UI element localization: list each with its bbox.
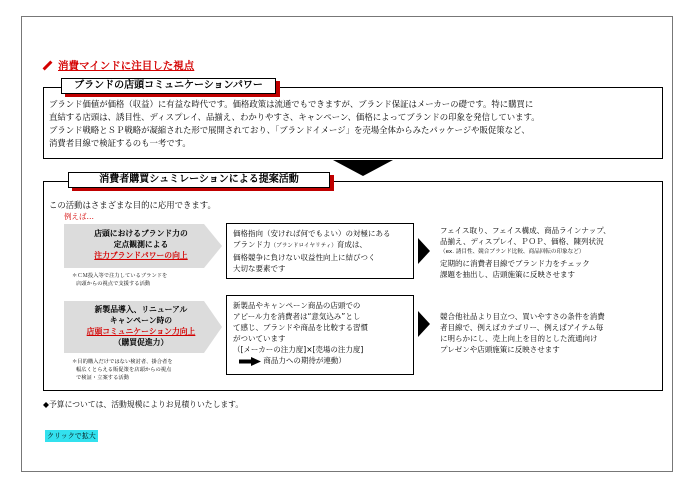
case1-description-text: 育成は、 — [336, 240, 367, 249]
case1-result-line: 課題を抽出し、店頭施策に反映させます — [440, 270, 575, 279]
right-arrow-icon — [239, 357, 261, 366]
case1-label-line: 定点観測による — [113, 240, 169, 249]
case1-description-line: 価格指向（安ければ何でもよい）の対極にある — [233, 229, 391, 238]
case1-description-line: 大切な要素です — [233, 264, 286, 273]
case2-description-line: て感じ、ブランドや商品を比較する習慣 — [233, 323, 368, 332]
case2-note-line: ＊目的購入だけではない検討者、掛合者を — [72, 359, 173, 365]
case1-note-line: 店頭からの視点で支援する活動 — [76, 281, 151, 287]
case1-result-line: 定期的に消費者目線でブランド力をチェック — [440, 259, 590, 268]
case1-label — [66, 228, 216, 261]
case1-result-small: （ex. 誘目性、競合ブランド比較、商品回転の印象など） — [440, 249, 585, 255]
case1-label-highlight: 注力ブランドパワーの向上 — [94, 251, 188, 260]
paragraph-line: ブランド価値が価格（収益）に有益な時代です。価格政策は流通でもできますが、ブランド保証はメーカーの礎です。特に購買に — [49, 99, 534, 109]
case2-result-line: 者目線で、例えばカテゴリー、例えばアイテム毎 — [440, 323, 604, 332]
section-heading — [42, 58, 194, 73]
case1-description-line: 価格競争に負けない収益性向上に結びつく — [233, 253, 376, 262]
case2-description-line: アピール力を消費者は“意気込み”とし — [233, 312, 361, 321]
case2-label-highlight: 店頭コミュニケーション力向上 — [86, 327, 196, 336]
case2-description-line: （[メーカーの注力度]×[売場の注力度] — [233, 345, 364, 354]
example-label: 例えば… — [64, 212, 94, 221]
enlarge-link[interactable]: クリックで拡大 — [47, 432, 96, 440]
slash-mark-icon — [43, 60, 53, 70]
case1-note-line: ＊ＣＭ投入等で注力しているブランドを — [72, 273, 168, 279]
case2-description-line — [233, 355, 407, 366]
heading-text: 消費マインドに注目した視点 — [58, 60, 195, 72]
paragraph-line: ブランド戦略とＳＰ戦略が凝縮された形で展開されており、「ブランドイメージ」を売場全体からみたパッケージや販促策など、 — [49, 125, 530, 135]
paragraph-line: 直結する店頭は、誘目性、ディスプレイ、品揃え、わかりやすさ、キャンペーン、価格によってブランドの印象を発信しています。 — [49, 112, 540, 122]
case2-result-line: プレゼンや店頭施策に反映させます — [440, 345, 560, 354]
case2-description-box — [226, 295, 414, 375]
case1-description-small: （ブランドロイヤリティ） — [270, 243, 337, 249]
case2-note — [72, 358, 173, 382]
case2-description-line: がついています — [233, 334, 286, 343]
case2-label-line: （購買促進力） — [113, 338, 169, 347]
case1-result-text — [440, 225, 660, 280]
paragraph-line: 消費者目線で検証するのも一考です。 — [49, 138, 191, 148]
case2-description-text: 商品力への期待が連動） — [263, 356, 346, 365]
simulation-intro: この活動はさまざまな目的に応用できます。 — [49, 200, 216, 210]
brand-power-paragraph — [49, 98, 661, 150]
budget-note: ◆予算については、活動規模によりお見積りいたします。 — [43, 400, 244, 409]
case1-description-text: ブランド力 — [233, 240, 271, 249]
simulation-tab: 消費者購買シュミレーションによる提案活動 — [68, 172, 330, 188]
case2-description-line: 新製品やキャンペーン商品の店頭での — [233, 301, 361, 310]
case2-result-text — [440, 311, 660, 355]
case2-note-line: で検証・立案する活動 — [76, 375, 129, 381]
case2-label — [66, 304, 216, 348]
case1-result-arrow-icon — [418, 238, 430, 264]
case1-result-line: 品揃え、ディスプレイ、ＰＯＰ、価格、陳列状況 — [440, 237, 604, 246]
case1-description-box — [226, 223, 414, 279]
case2-label-line: 新製品導入、リニューアル — [94, 305, 188, 314]
down-arrow-icon — [333, 160, 393, 176]
case1-label-line: 店頭におけるブランド力の — [94, 229, 188, 238]
case2-note-line: 幅広くとらえる販促策を店頭からの視点 — [76, 367, 172, 373]
brand-power-tab: ブランドの店頭コミュニケーションパワー — [61, 78, 276, 94]
case2-label-line: キャンペーン時の — [109, 316, 173, 325]
case1-result-line: フェイス取り、フェイス構成、商品ラインナップ、 — [440, 226, 611, 235]
case2-result-line: 競合他社品より目立つ、買いやすさの条件を消費 — [440, 312, 605, 321]
case1-note — [72, 272, 167, 288]
case2-result-arrow-icon — [418, 311, 430, 337]
case1-description-line — [233, 239, 407, 252]
case2-result-line: に明らかにし、売上向上を目的とした流通向け — [440, 334, 598, 343]
